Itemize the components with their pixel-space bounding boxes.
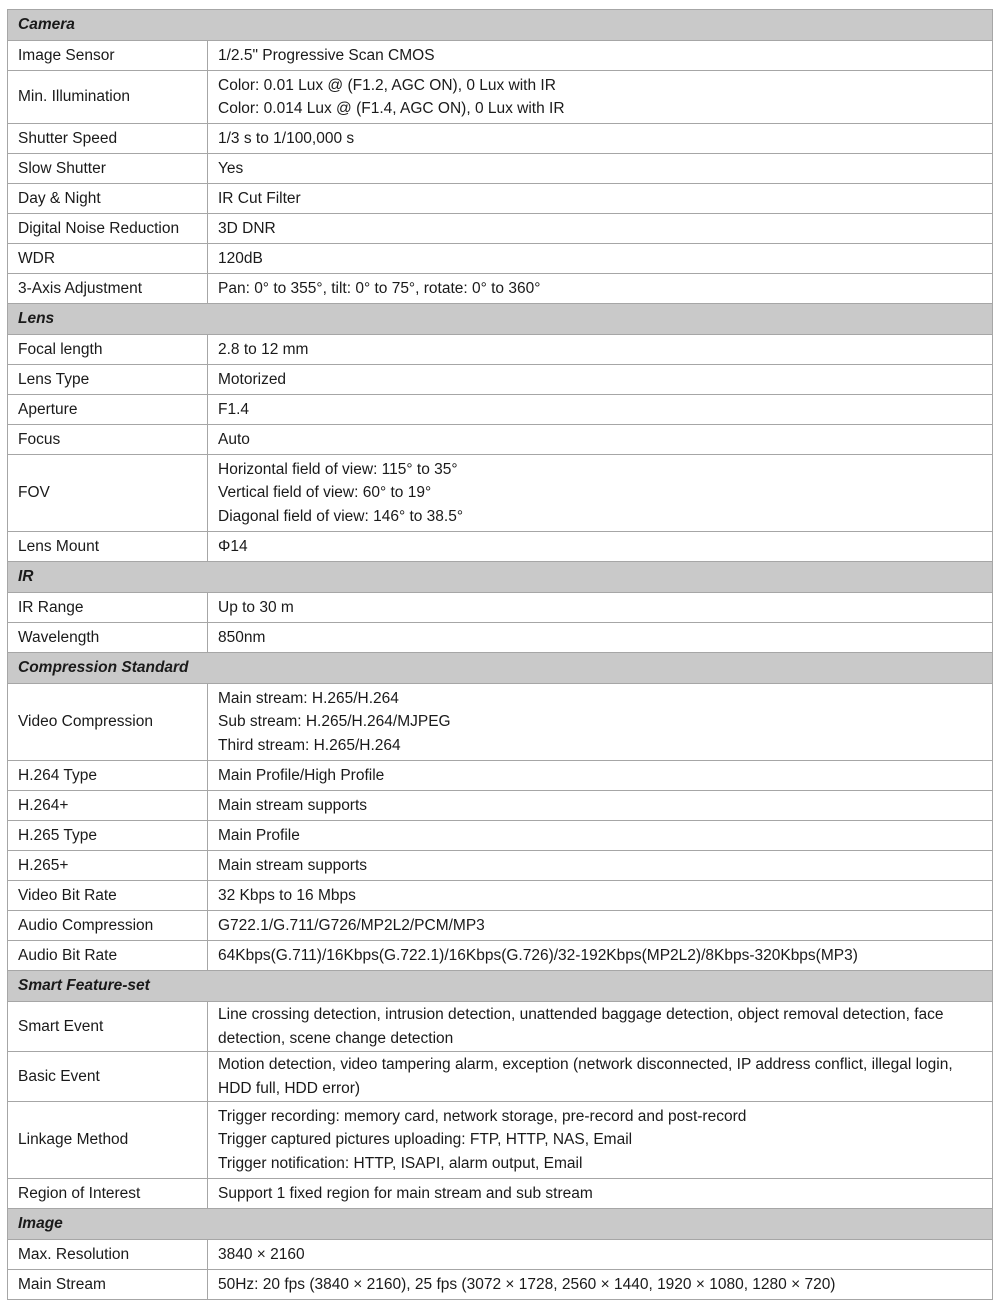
spec-label: Focus	[8, 425, 208, 455]
spec-row	[8, 532, 993, 562]
section-header	[8, 562, 993, 593]
spec-label: Audio Compression	[8, 911, 208, 941]
spec-row	[8, 244, 993, 274]
spec-value-line: Φ14	[218, 537, 248, 555]
spec-row	[8, 941, 993, 971]
spec-label: Basic Event	[8, 1052, 208, 1102]
spec-row	[8, 761, 993, 791]
section-title: Smart Feature-set	[8, 971, 993, 1002]
spec-value-line: Motion detection, video tampering alarm, exception (network disconnected, IP address conflict, illegal login, HDD full, HDD error)	[218, 1056, 953, 1097]
spec-value-line: Main stream: H.265/H.264	[218, 689, 399, 707]
section-header	[8, 971, 993, 1002]
spec-value	[208, 1270, 993, 1300]
spec-value	[208, 274, 993, 304]
spec-label: Lens Mount	[8, 532, 208, 562]
spec-value	[208, 911, 993, 941]
spec-row	[8, 154, 993, 184]
spec-label: Slow Shutter	[8, 154, 208, 184]
spec-row	[8, 184, 993, 214]
spec-value-line: 120dB	[218, 249, 263, 267]
section-title: Lens	[8, 304, 993, 335]
spec-value-line: 50Hz: 20 fps (3840 × 2160), 25 fps (3072 × 1728, 2560 × 1440, 1920 × 1080, 1280 × 720)	[218, 1275, 836, 1293]
spec-value	[208, 1052, 993, 1102]
spec-value-line: Main Profile/High Profile	[218, 766, 385, 784]
spec-row	[8, 821, 993, 851]
spec-table-body	[8, 10, 993, 1300]
spec-row	[8, 911, 993, 941]
spec-label: Video Compression	[8, 684, 208, 761]
spec-value	[208, 684, 993, 761]
spec-row	[8, 335, 993, 365]
spec-row	[8, 791, 993, 821]
spec-row	[8, 71, 993, 124]
spec-value-line: IR Cut Filter	[218, 189, 301, 207]
spec-label: H.264 Type	[8, 761, 208, 791]
spec-row	[8, 124, 993, 154]
spec-value	[208, 593, 993, 623]
spec-label: FOV	[8, 455, 208, 532]
spec-label: Image Sensor	[8, 41, 208, 71]
spec-label: H.265+	[8, 851, 208, 881]
spec-value-line: Horizontal field of view: 115° to 35°	[218, 460, 458, 478]
spec-row	[8, 214, 993, 244]
spec-value-line: Vertical field of view: 60° to 19°	[218, 484, 432, 502]
section-title: Compression Standard	[8, 653, 993, 684]
section-header	[8, 304, 993, 335]
spec-row	[8, 1002, 993, 1052]
spec-row	[8, 455, 993, 532]
spec-label: H.265 Type	[8, 821, 208, 851]
spec-label: IR Range	[8, 593, 208, 623]
section-title: Image	[8, 1209, 993, 1240]
spec-value	[208, 244, 993, 274]
spec-row	[8, 881, 993, 911]
spec-row	[8, 684, 993, 761]
spec-row	[8, 274, 993, 304]
spec-value-line: Main Profile	[218, 826, 300, 844]
spec-value-line: Diagonal field of view: 146° to 38.5°	[218, 507, 464, 525]
spec-value	[208, 1240, 993, 1270]
spec-value-line: Main stream supports	[218, 796, 368, 814]
spec-label: Digital Noise Reduction	[8, 214, 208, 244]
section-title: Camera	[8, 10, 993, 41]
spec-label: WDR	[8, 244, 208, 274]
spec-value	[208, 941, 993, 971]
spec-label: Linkage Method	[8, 1102, 208, 1179]
spec-value	[208, 395, 993, 425]
spec-value-line: Color: 0.014 Lux @ (F1.4, AGC ON), 0 Lux with IR	[218, 100, 565, 117]
spec-label: Main Stream	[8, 1270, 208, 1300]
spec-row	[8, 425, 993, 455]
section-header	[8, 1209, 993, 1240]
spec-value	[208, 1102, 993, 1179]
spec-table	[7, 9, 993, 1300]
spec-value	[208, 184, 993, 214]
spec-value-line: 64Kbps(G.711)/16Kbps(G.722.1)/16Kbps(G.726)/32-192Kbps(MP2L2)/8Kbps-320Kbps(MP3)	[218, 946, 858, 964]
spec-value-line: Motorized	[218, 370, 287, 388]
spec-label: Shutter Speed	[8, 124, 208, 154]
spec-label: H.264+	[8, 791, 208, 821]
spec-value-line: Main stream supports	[218, 856, 368, 874]
spec-label: Day & Night	[8, 184, 208, 214]
spec-value	[208, 71, 993, 124]
spec-row	[8, 365, 993, 395]
spec-value-line: Trigger captured pictures uploading: FTP, HTTP, NAS, Email	[218, 1131, 633, 1149]
spec-value-line: Yes	[218, 159, 244, 177]
spec-label: Region of Interest	[8, 1179, 208, 1209]
spec-value-line: 3D DNR	[218, 219, 276, 237]
spec-value-line: 2.8 to 12 mm	[218, 340, 309, 358]
spec-row	[8, 1179, 993, 1209]
spec-value-line: 1/3 s to 1/100,000 s	[218, 129, 355, 147]
spec-value-line: Sub stream: H.265/H.264/MJPEG	[218, 713, 451, 731]
spec-value-line: 3840 × 2160	[218, 1245, 305, 1263]
spec-label: 3-Axis Adjustment	[8, 274, 208, 304]
spec-value-line: F1.4	[218, 400, 250, 418]
spec-value	[208, 41, 993, 71]
spec-value-line: Support 1 fixed region for main stream and sub stream	[218, 1184, 593, 1202]
spec-value-line: Trigger recording: memory card, network storage, pre-record and post-record	[218, 1107, 747, 1125]
spec-label: Focal length	[8, 335, 208, 365]
spec-value-line: 1/2.5" Progressive Scan CMOS	[218, 46, 435, 64]
spec-value	[208, 1002, 993, 1052]
spec-value	[208, 425, 993, 455]
spec-label: Wavelength	[8, 623, 208, 653]
spec-value-line: Line crossing detection, intrusion detection, unattended baggage detection, object removal detection, face detection, scene change detection	[218, 1006, 944, 1047]
spec-value-line: Color: 0.01 Lux @ (F1.2, AGC ON), 0 Lux with IR	[218, 76, 556, 94]
spec-value-line: G722.1/G.711/G726/MP2L2/PCM/MP3	[218, 916, 485, 934]
spec-value	[208, 335, 993, 365]
spec-value	[208, 821, 993, 851]
section-header	[8, 10, 993, 41]
spec-value	[208, 214, 993, 244]
spec-value-line: Up to 30 m	[218, 598, 294, 616]
spec-value	[208, 1179, 993, 1209]
spec-value-line: Trigger notification: HTTP, ISAPI, alarm output, Email	[218, 1154, 583, 1172]
spec-value	[208, 851, 993, 881]
spec-value-line: 850nm	[218, 628, 266, 646]
spec-row	[8, 1052, 993, 1102]
spec-row	[8, 1102, 993, 1179]
spec-label: Audio Bit Rate	[8, 941, 208, 971]
spec-label: Lens Type	[8, 365, 208, 395]
spec-label: Smart Event	[8, 1002, 208, 1052]
spec-value	[208, 365, 993, 395]
spec-value-line: 32 Kbps to 16 Mbps	[218, 886, 356, 904]
section-header	[8, 653, 993, 684]
spec-value	[208, 154, 993, 184]
spec-value-line: Auto	[218, 430, 250, 448]
spec-row	[8, 1240, 993, 1270]
spec-label: Min. Illumination	[8, 71, 208, 124]
spec-value	[208, 455, 993, 532]
spec-value	[208, 881, 993, 911]
spec-value-line: Pan: 0° to 355°, tilt: 0° to 75°, rotate: 0° to 360°	[218, 279, 541, 297]
spec-row	[8, 395, 993, 425]
spec-row	[8, 623, 993, 653]
spec-label: Aperture	[8, 395, 208, 425]
spec-label: Max. Resolution	[8, 1240, 208, 1270]
spec-row	[8, 593, 993, 623]
spec-value	[208, 623, 993, 653]
spec-label: Video Bit Rate	[8, 881, 208, 911]
spec-row	[8, 851, 993, 881]
section-title: IR	[8, 562, 993, 593]
spec-row	[8, 41, 993, 71]
spec-row	[8, 1270, 993, 1300]
spec-value	[208, 791, 993, 821]
spec-value-line: Third stream: H.265/H.264	[218, 736, 401, 754]
spec-value	[208, 532, 993, 562]
spec-value	[208, 761, 993, 791]
spec-value	[208, 124, 993, 154]
